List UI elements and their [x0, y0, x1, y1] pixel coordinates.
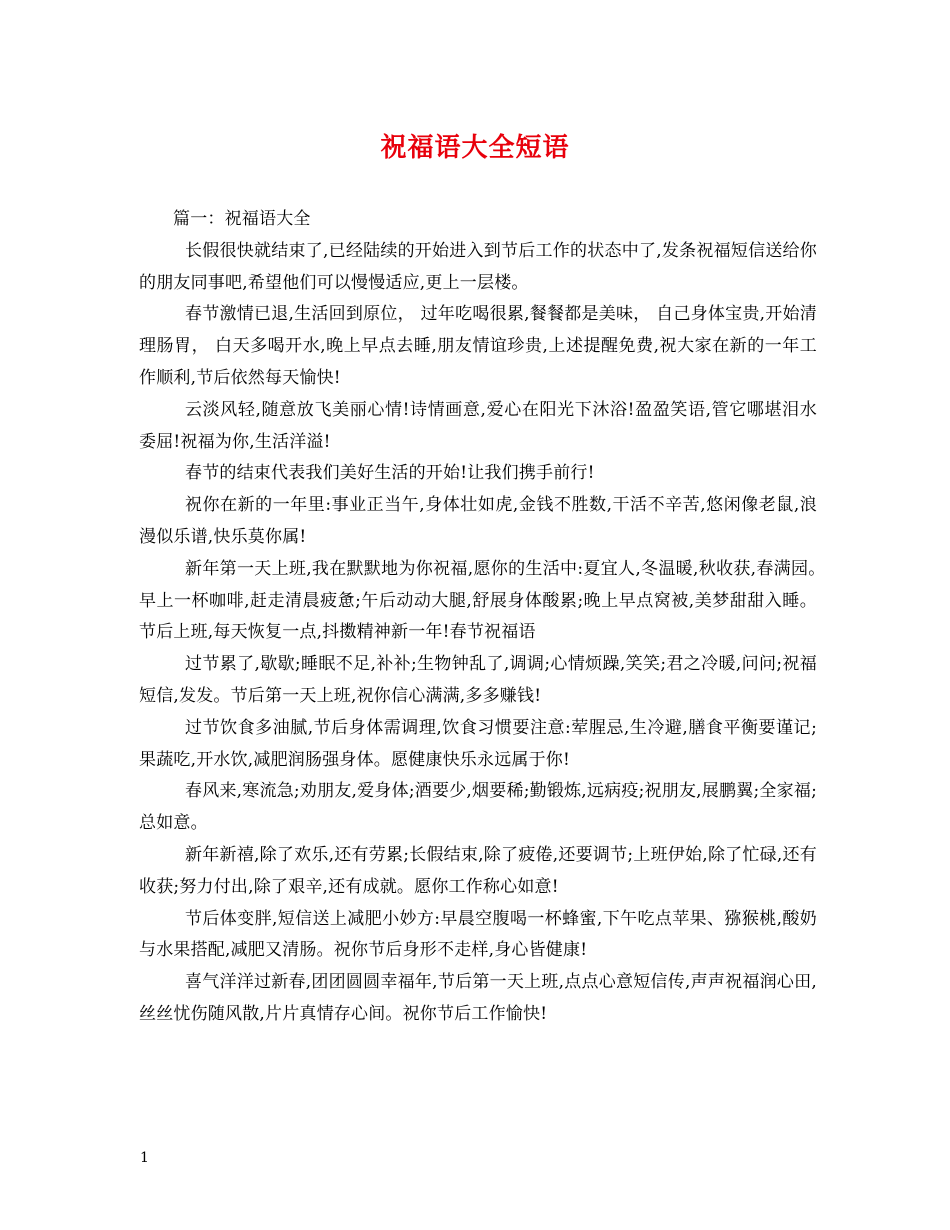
paragraph: 祝你在新的一年里:事业正当午,身体壮如虎,金钱不胜数,干活不辛苦,悠闲像老鼠,浪漫似乐谱,快乐莫你属! — [139, 495, 817, 547]
paragraph: 春节的结束代表我们美好生活的开始!让我们携手前行! — [185, 463, 595, 484]
paragraph: 过节累了,歇歇;睡眠不足,补补;生物钟乱了,调调;心情烦躁,笑笑;君之冷暖,问问;祝福短信,发发。节后第一天上班,祝你信心满满,多多赚钱! — [139, 654, 817, 706]
section-heading: 篇一：祝福语大全 — [173, 209, 311, 229]
document-body — [139, 204, 835, 1031]
paragraph: 春风来,寒流急;劝朋友,爱身体;酒要少,烟要稀;勤锻炼,远病疫;祝朋友,展鹏翼;全家福;总如意。 — [139, 781, 817, 834]
paragraph: 过节饮食多油腻,节后身体需调理,饮食习惯要注意:荤腥忌,生冷避,膳食平衡要谨记;果蔬吃,开水饮,减肥润肠强身体。愿健康快乐永远属于你! — [139, 717, 817, 770]
paragraph: 新年第一天上班,我在默默地为你祝福,愿你的生活中:夏宜人,冬温暖,秋收获,春满园。 早上一杯咖啡,赶走清晨疲惫;午后动动大腿,舒展身体酸累;晚上早点窝被,美梦甜甜入睡。节后上班,每天恢复一点,抖擞精神新一年!春节祝福语 — [139, 558, 835, 643]
paragraph: 春节激情已退,生活回到原位， 过年吃喝很累,餐餐都是美味， 自己身体宝贵,开始清理肠胃， 白天多喝开水,晚上早点去睡,朋友情谊珍贵,上述提醒免费,祝大家在新的一年工作顺利,节后依然每天愉快! — [139, 304, 817, 388]
paragraph: 长假很快就结束了,已经陆续的开始进入到节后工作的状态中了,发条祝福短信送给你的朋友同事吧,希望他们可以慢慢适应,更上一层楼。 — [139, 240, 817, 293]
document-title: 祝福语大全短语 — [380, 133, 570, 163]
paragraph: 新年新禧,除了欢乐,还有劳累;长假结束,除了疲倦,还要调节;上班伊始,除了忙碌,还有收获;努力付出,除了艰辛,还有成就。愿你工作称心如意! — [139, 844, 817, 897]
paragraph: 节后体变胖,短信送上减肥小妙方:早晨空腹喝一杯蜂蜜,下午吃点苹果、猕猴桃,酸奶与水果搭配,减肥又清肠。祝你节后身形不走样,身心皆健康! — [139, 908, 817, 961]
page-number: 1 — [140, 1150, 149, 1166]
paragraph: 云淡风轻,随意放飞美丽心情!诗情画意,爱心在阳光下沐浴!盈盈笑语,管它哪堪泪水委屈!祝福为你,生活洋溢! — [139, 399, 817, 452]
paragraph: 喜气洋洋过新春,团团圆圆幸福年,节后第一天上班,点点心意短信传,声声祝福润心田,丝丝忧伤随风散,片片真情存心间。祝你节后工作愉快! — [139, 972, 817, 1024]
